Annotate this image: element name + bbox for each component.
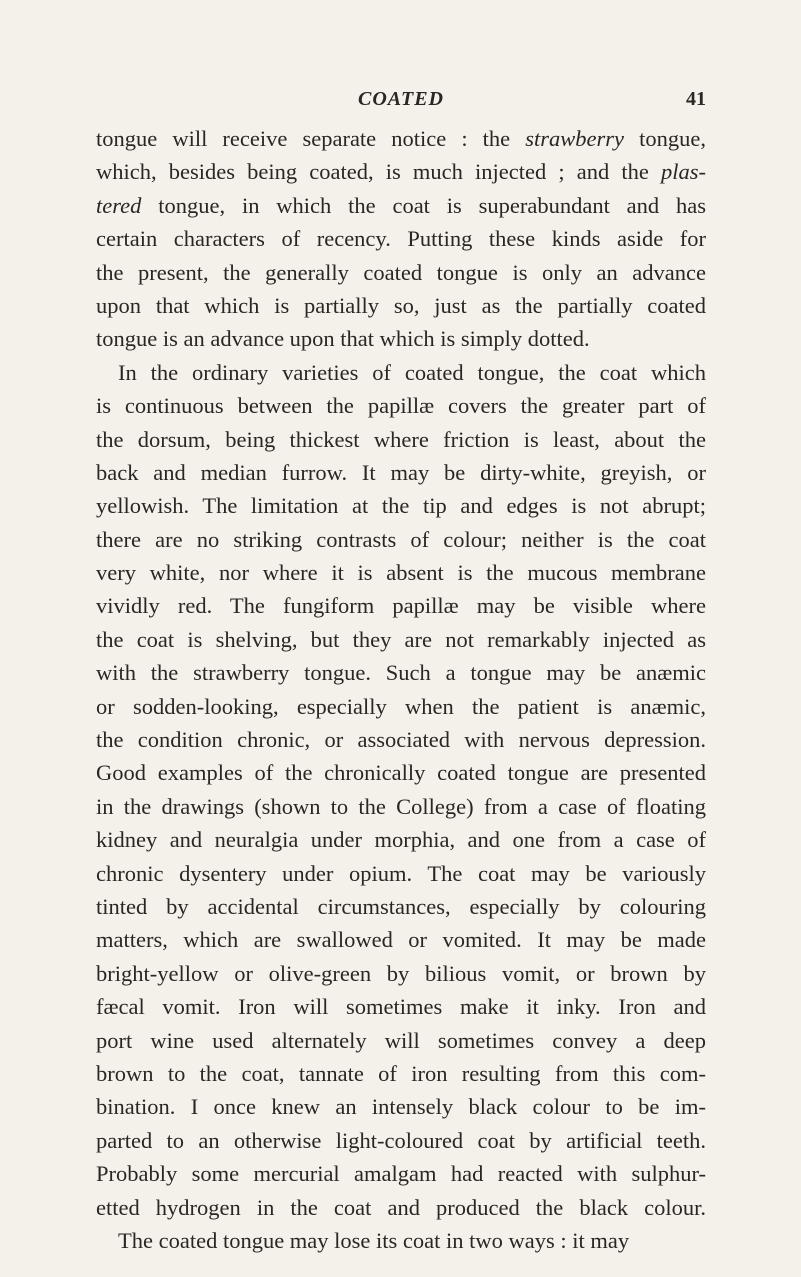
text-line: with the strawberry tongue. Such a tongue may be anæmic xyxy=(96,660,706,686)
text-line: certain characters of recency. Putting these kinds aside for xyxy=(96,226,706,252)
text-line: etted hydrogen in the coat and produced the black colour. xyxy=(96,1194,706,1220)
running-head xyxy=(96,88,706,118)
page-number: 41 xyxy=(686,88,706,110)
italic-word: tered xyxy=(96,192,142,218)
text-line: In the ordinary varieties of coated tongue, the coat which xyxy=(118,359,706,385)
text-line: tinted by accidental circumstances, especially by colouring xyxy=(96,893,706,919)
text-line: which, besides being coated, is much injected ; and the plas- xyxy=(96,159,706,185)
italic-word: strawberry xyxy=(525,126,625,151)
text-line: the condition chronic, or associated with nervous depression. xyxy=(96,727,706,753)
text-line: or sodden-looking, especially when the patient is anæmic, xyxy=(96,693,706,719)
text-line: matters, which are swallowed or vomited. It may be made xyxy=(96,927,706,953)
text-line: there are no striking contrasts of colour; neither is the coat xyxy=(96,526,706,552)
text-line: tongue is an advance upon that which is simply dotted. xyxy=(96,326,590,352)
text-line: in the drawings (shown to the College) from a case of floating xyxy=(96,793,706,819)
running-title: COATED xyxy=(357,88,445,110)
text-line: tered tongue, in which the coat is superabundant and has xyxy=(96,192,706,218)
text-line: Good examples of the chronically coated tongue are presented xyxy=(96,760,706,786)
text-line: kidney and neuralgia under morphia, and one from a case of xyxy=(96,827,706,853)
text-line: upon that which is partially so, just as the partially coated xyxy=(96,292,706,318)
text-line: yellowish. The limitation at the tip and edges is not abrupt; xyxy=(96,493,706,519)
text-line: the coat is shelving, but they are not remarkably injected as xyxy=(96,626,706,652)
text-line: is continuous between the papillæ covers the greater part of xyxy=(96,393,706,419)
italic-word: plas- xyxy=(661,159,706,185)
text-line: tongue will receive separate notice : the strawberry tongue, xyxy=(96,126,706,151)
text-line: vividly red. The fungiform papillæ may be visible where xyxy=(96,593,706,619)
text-line: fæcal vomit. Iron will sometimes make it inky. Iron and xyxy=(96,994,706,1020)
text-line: parted to an otherwise light-coloured coat by artificial teeth. xyxy=(96,1127,706,1153)
text-line: brown to the coat, tannate of iron resulting from this com- xyxy=(96,1060,706,1086)
text-line: The coated tongue may lose its coat in two ways : it may xyxy=(118,1227,630,1253)
text-line: bination. I once knew an intensely black colour to be im- xyxy=(96,1094,706,1120)
text-line: chronic dysentery under opium. The coat may be variously xyxy=(96,860,706,886)
text-line: back and median furrow. It may be dirty-white, greyish, or xyxy=(96,459,706,485)
text-line: bright-yellow or olive-green by bilious vomit, or brown by xyxy=(96,960,706,986)
text-line: very white, nor where it is absent is the mucous membrane xyxy=(96,560,706,586)
text-line: Probably some mercurial amalgam had reacted with sulphur- xyxy=(96,1161,706,1187)
text-line: the present, the generally coated tongue is only an advance xyxy=(96,259,706,285)
text-line: port wine used alternately will sometimes convey a deep xyxy=(96,1027,706,1053)
body-text xyxy=(96,122,706,1257)
text-line: the dorsum, being thickest where friction is least, about the xyxy=(96,426,706,452)
